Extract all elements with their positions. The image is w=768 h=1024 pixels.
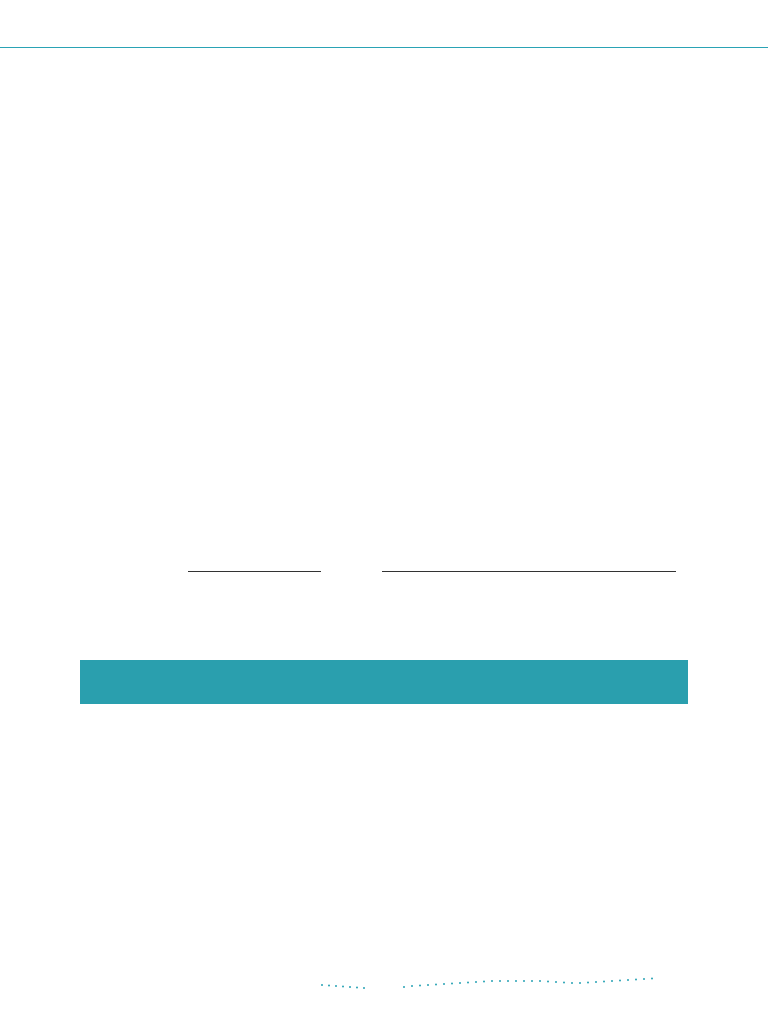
decorative-dots-left [318, 980, 368, 990]
signature-row [106, 558, 686, 578]
reviewed-field[interactable] [382, 571, 676, 572]
header-rule [0, 47, 768, 48]
note-letter-ll [80, 595, 88, 610]
review-note [80, 593, 688, 612]
grade-field[interactable] [188, 571, 321, 572]
chapter-banner [80, 660, 688, 704]
note-letter-y [88, 595, 96, 610]
decorative-dots-right [400, 976, 700, 992]
